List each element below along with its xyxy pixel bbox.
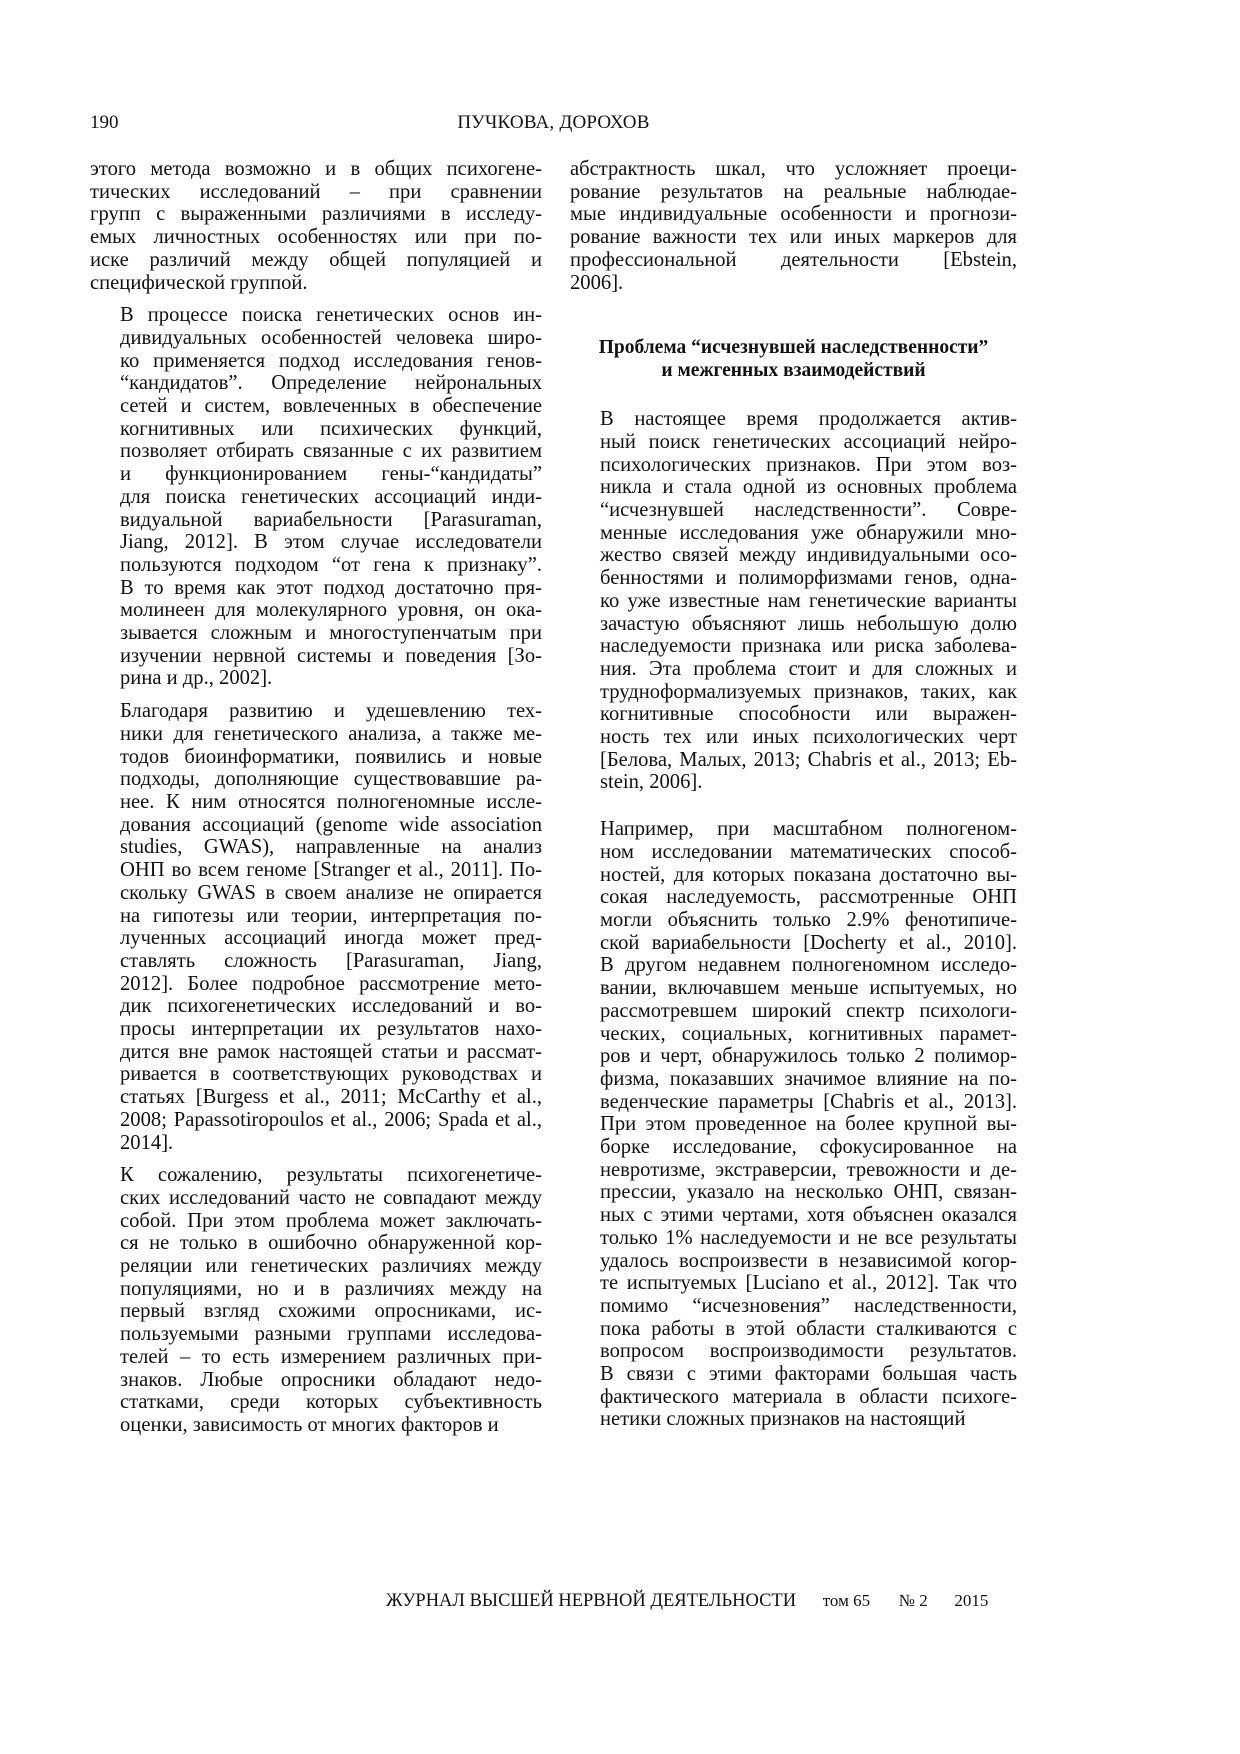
text-line: 2014].	[120, 1131, 174, 1154]
text-line: Благодаря развитию и удешевлению тех-	[120, 700, 542, 723]
text-line: “исчезнувшей наследственности”. Совре-	[600, 499, 1017, 522]
paragraph	[570, 158, 1017, 294]
text-line: 2012]. Более подробное рассмотрение мето-	[120, 972, 542, 995]
text-line: ставлять сложность [Parasuraman, Jiang,	[120, 949, 542, 972]
journal-title: ЖУРНАЛ ВЫСШЕЙ НЕРВНОЙ ДЕЯТЕЛЬНОСТИ	[386, 1591, 797, 1611]
text-line: веденческие параметры [Chabris et al., 2013].	[600, 1090, 1017, 1113]
text-line: вании, включавшем меньше испытуемых, но	[600, 977, 1017, 1000]
text-line: дования ассоциаций (genome wide association	[120, 813, 542, 836]
text-line: лученных ассоциаций иногда может пред-	[120, 927, 542, 950]
text-line: для поиска генетических ассоциаций инди-	[120, 485, 542, 508]
running-head-authors: ПУЧКОВА, ДОРОХОВ	[457, 112, 650, 133]
text-line: просы интерпретации их результатов нахо-	[120, 1018, 542, 1041]
text-line: видуальной вариабельности [Parasuraman,	[120, 508, 542, 531]
text-line: ко применяется подход исследования генов-	[120, 349, 542, 372]
text-line: когнитивных или психических функций,	[120, 417, 542, 440]
text-line: борке исследование, сфокусированное на	[600, 1136, 1017, 1159]
text-line: зывается сложным и многоступенчатым при	[120, 622, 542, 645]
section-body	[570, 408, 1017, 1431]
text-line: наследуемости признака или риска заболева-	[600, 635, 1017, 658]
paragraph	[570, 408, 1017, 794]
text-line: профессиональной деятельности [Ebstein,	[570, 248, 1017, 271]
text-line: сокая наследуемость, рассмотренные ОНП	[600, 886, 1017, 909]
text-line: ность тех или иных психологических черт	[600, 726, 1017, 749]
text-line: помимо “исчезновения” наследственности,	[600, 1294, 1017, 1317]
text-line: 2006].	[570, 271, 624, 294]
text-line: сетей и систем, вовлеченных в обеспечение	[120, 395, 542, 418]
journal-footer	[386, 1591, 988, 1612]
text-line: пользуемыми разными группами исследова-	[120, 1323, 542, 1346]
text-line: жество связей между индивидуальными осо-	[600, 544, 1017, 567]
text-line: фактического материала в области психоге-	[600, 1385, 1017, 1408]
text-line: “кандидатов”. Определение нейрональных	[120, 372, 542, 395]
text-line: удалось воспроизвести в независимой когор-	[600, 1249, 1017, 1272]
running-head	[90, 112, 1017, 140]
text-line: иске различий между общей популяцией и	[90, 248, 542, 271]
continued-paragraph	[570, 158, 1017, 294]
section-heading-line-1: Проблема “исчезнувшей наследственности”	[598, 337, 989, 359]
text-line: молинеен для молекулярного уровня, он ока-	[120, 599, 542, 622]
text-line: Jiang, 2012]. В этом случае исследователи	[120, 531, 542, 554]
text-line: ко уже известные нам генетические варианты	[600, 589, 1017, 612]
text-line: статками, среди которых субъективность	[120, 1391, 542, 1414]
text-line: В настоящее время продолжается актив-	[600, 408, 1017, 431]
text-line: дивидуальных особенностей человека широ-	[120, 326, 542, 349]
text-line: тодов биоинформатики, появились и новые	[120, 745, 542, 768]
text-line: Например, при масштабном полногеном-	[600, 818, 1017, 841]
text-line: рование результатов на реальные наблюдае-	[570, 180, 1017, 203]
paragraph	[90, 1164, 542, 1436]
text-line: когнитивные способности или выражен-	[600, 703, 1017, 726]
text-line: В процессе поиска генетических основ ин-	[120, 304, 542, 327]
right-column	[570, 158, 1017, 1431]
text-line: первый взгляд схожими опросниками, ис-	[120, 1300, 542, 1323]
text-line: 2008; Papassotiropoulos et al., 2006; Spada et al.,	[120, 1108, 542, 1131]
text-line: ния. Эта проблема стоит и для сложных и	[600, 657, 1017, 680]
text-line: ном исследовании математических способ-	[600, 840, 1017, 863]
text-line: никла и стала одной из основных проблема	[600, 476, 1017, 499]
text-line: рование важности тех или иных маркеров для	[570, 226, 1017, 249]
section-heading-line-2: и межгенных взаимодействий	[661, 360, 926, 382]
text-line: ской вариабельности [Docherty et al., 2010].	[600, 931, 1017, 954]
text-line: дится вне рамок настоящей статьи и рассмат-	[120, 1040, 542, 1063]
text-line: и функционированием гены-“кандидаты”	[120, 463, 542, 486]
text-line: ностей, для которых показана достаточно вы-	[600, 863, 1017, 886]
paragraph	[570, 818, 1017, 1431]
text-line: вопросом воспроизводимости результатов.	[600, 1340, 1017, 1363]
text-line: трудноформализуемых признаков, таких, как	[600, 680, 1017, 703]
text-line: К сожалению, результаты психогенетиче-	[120, 1164, 542, 1187]
text-line: пока работы в этой области сталкиваются с	[600, 1317, 1017, 1340]
paragraph	[90, 700, 542, 1154]
text-line: ники для генетического анализа, а также ме-	[120, 722, 542, 745]
text-line: [Белова, Малых, 2013; Chabris et al., 2013; Eb-	[600, 748, 1017, 771]
text-line: групп с выраженными различиями в исследу-	[90, 203, 542, 226]
text-line: бенностями и полиморфизмами генов, одна-	[600, 567, 1017, 590]
text-line: нетики сложных признаков на настоящий	[600, 1408, 966, 1431]
text-line: статьях [Burgess et al., 2011; McCarthy et al.,	[120, 1086, 542, 1109]
text-line: прессии, указало на несколько ОНП, связан-	[600, 1181, 1017, 1204]
text-line: ных с этими чертами, хотя объяснен оказался	[600, 1204, 1017, 1227]
text-line: ривается в соответствующих руководствах и	[120, 1063, 542, 1086]
text-line: рина и др., 2002].	[120, 667, 273, 690]
text-line: абстрактность шкал, что усложняет проеци-	[570, 158, 1017, 180]
text-line: нее. К ним относятся полногеномные иссле-	[120, 790, 542, 813]
text-line: подходы, дополняющие существовавшие ра-	[120, 768, 542, 791]
text-line: рассмотревшем широкий спектр психологи-	[600, 999, 1017, 1022]
page-number: 190	[90, 112, 119, 133]
text-line: невротизме, экстраверсии, тревожности и де-	[600, 1158, 1017, 1181]
text-line: тических исследований – при сравнении	[90, 180, 542, 203]
text-line: на гипотезы или теории, интерпретация по-	[120, 904, 542, 927]
text-line: ный поиск генетических ассоциаций нейро-	[600, 430, 1017, 453]
text-line: специфической группой.	[90, 271, 308, 294]
text-line: емых личностных особенностях или при по-	[90, 226, 542, 249]
text-line: дик психогенетических исследований и во-	[120, 995, 542, 1018]
text-line: только 1% наследуемости и не все результаты	[600, 1226, 1017, 1249]
text-line: могли объяснить только 2.9% фенотипиче-	[600, 908, 1017, 931]
text-line: В то время как этот подход достаточно пря-	[120, 576, 542, 599]
text-line: ров и черт, обнаружилось только 2 полимор-	[600, 1045, 1017, 1068]
text-line: собой. При этом проблема может заключать-	[120, 1209, 542, 1232]
text-line: менные исследования уже обнаружили мно-	[600, 521, 1017, 544]
text-line: реляции или генетических различиях между	[120, 1255, 542, 1278]
text-line: мые индивидуальные особенности и прогнози-	[570, 203, 1017, 226]
publication-year: 2015	[954, 1591, 989, 1610]
left-column	[90, 158, 542, 1437]
text-line: ся не только в ошибочно обнаруженной кор-	[120, 1232, 542, 1255]
text-line: В связи с этими факторами большая часть	[600, 1363, 1017, 1386]
text-line: ческих, социальных, когнитивных парамет-	[600, 1022, 1017, 1045]
paragraph	[90, 304, 542, 690]
paragraph	[90, 158, 542, 294]
text-line: психологических признаков. При этом воз-	[600, 453, 1017, 476]
volume-number: том 65	[822, 1591, 871, 1610]
text-line: stein, 2006].	[600, 771, 703, 794]
issue-number: № 2	[898, 1591, 928, 1610]
text-line: те испытуемых [Luciano et al., 2012]. Так что	[600, 1272, 1017, 1295]
text-line: знаков. Любые опросники обладают недо-	[120, 1368, 542, 1391]
text-line: В другом недавнем полногеномном исследо-	[600, 954, 1017, 977]
text-line: studies, GWAS), направленные на анализ	[120, 836, 542, 859]
text-line: пользуются подходом “от гена к признаку”.	[120, 553, 542, 576]
text-line: популяциями, но и в различиях между на	[120, 1277, 542, 1300]
section-heading	[570, 336, 1017, 382]
text-line: ОНП во всем геноме [Stranger et al., 2011]. По-	[120, 859, 542, 882]
text-line: этого метода возможно и в общих психогене-	[90, 158, 542, 180]
text-line: физма, показавших значимое влияние на по-	[600, 1067, 1017, 1090]
text-line: ских исследований часто не совпадают между	[120, 1186, 542, 1209]
text-line: зачастую объясняют лишь небольшую долю	[600, 612, 1017, 635]
text-line: изучении нервной системы и поведения [Зо-	[120, 644, 542, 667]
text-line: оценки, зависимость от многих факторов и	[120, 1413, 499, 1436]
text-line: При этом проведенное на более крупной вы-	[600, 1113, 1017, 1136]
text-line: позволяет отбирать связанные с их развитием	[120, 440, 542, 463]
text-line: телей – то есть измерением различных при-	[120, 1345, 542, 1368]
text-line: скольку GWAS в своем анализе не опирается	[120, 881, 542, 904]
